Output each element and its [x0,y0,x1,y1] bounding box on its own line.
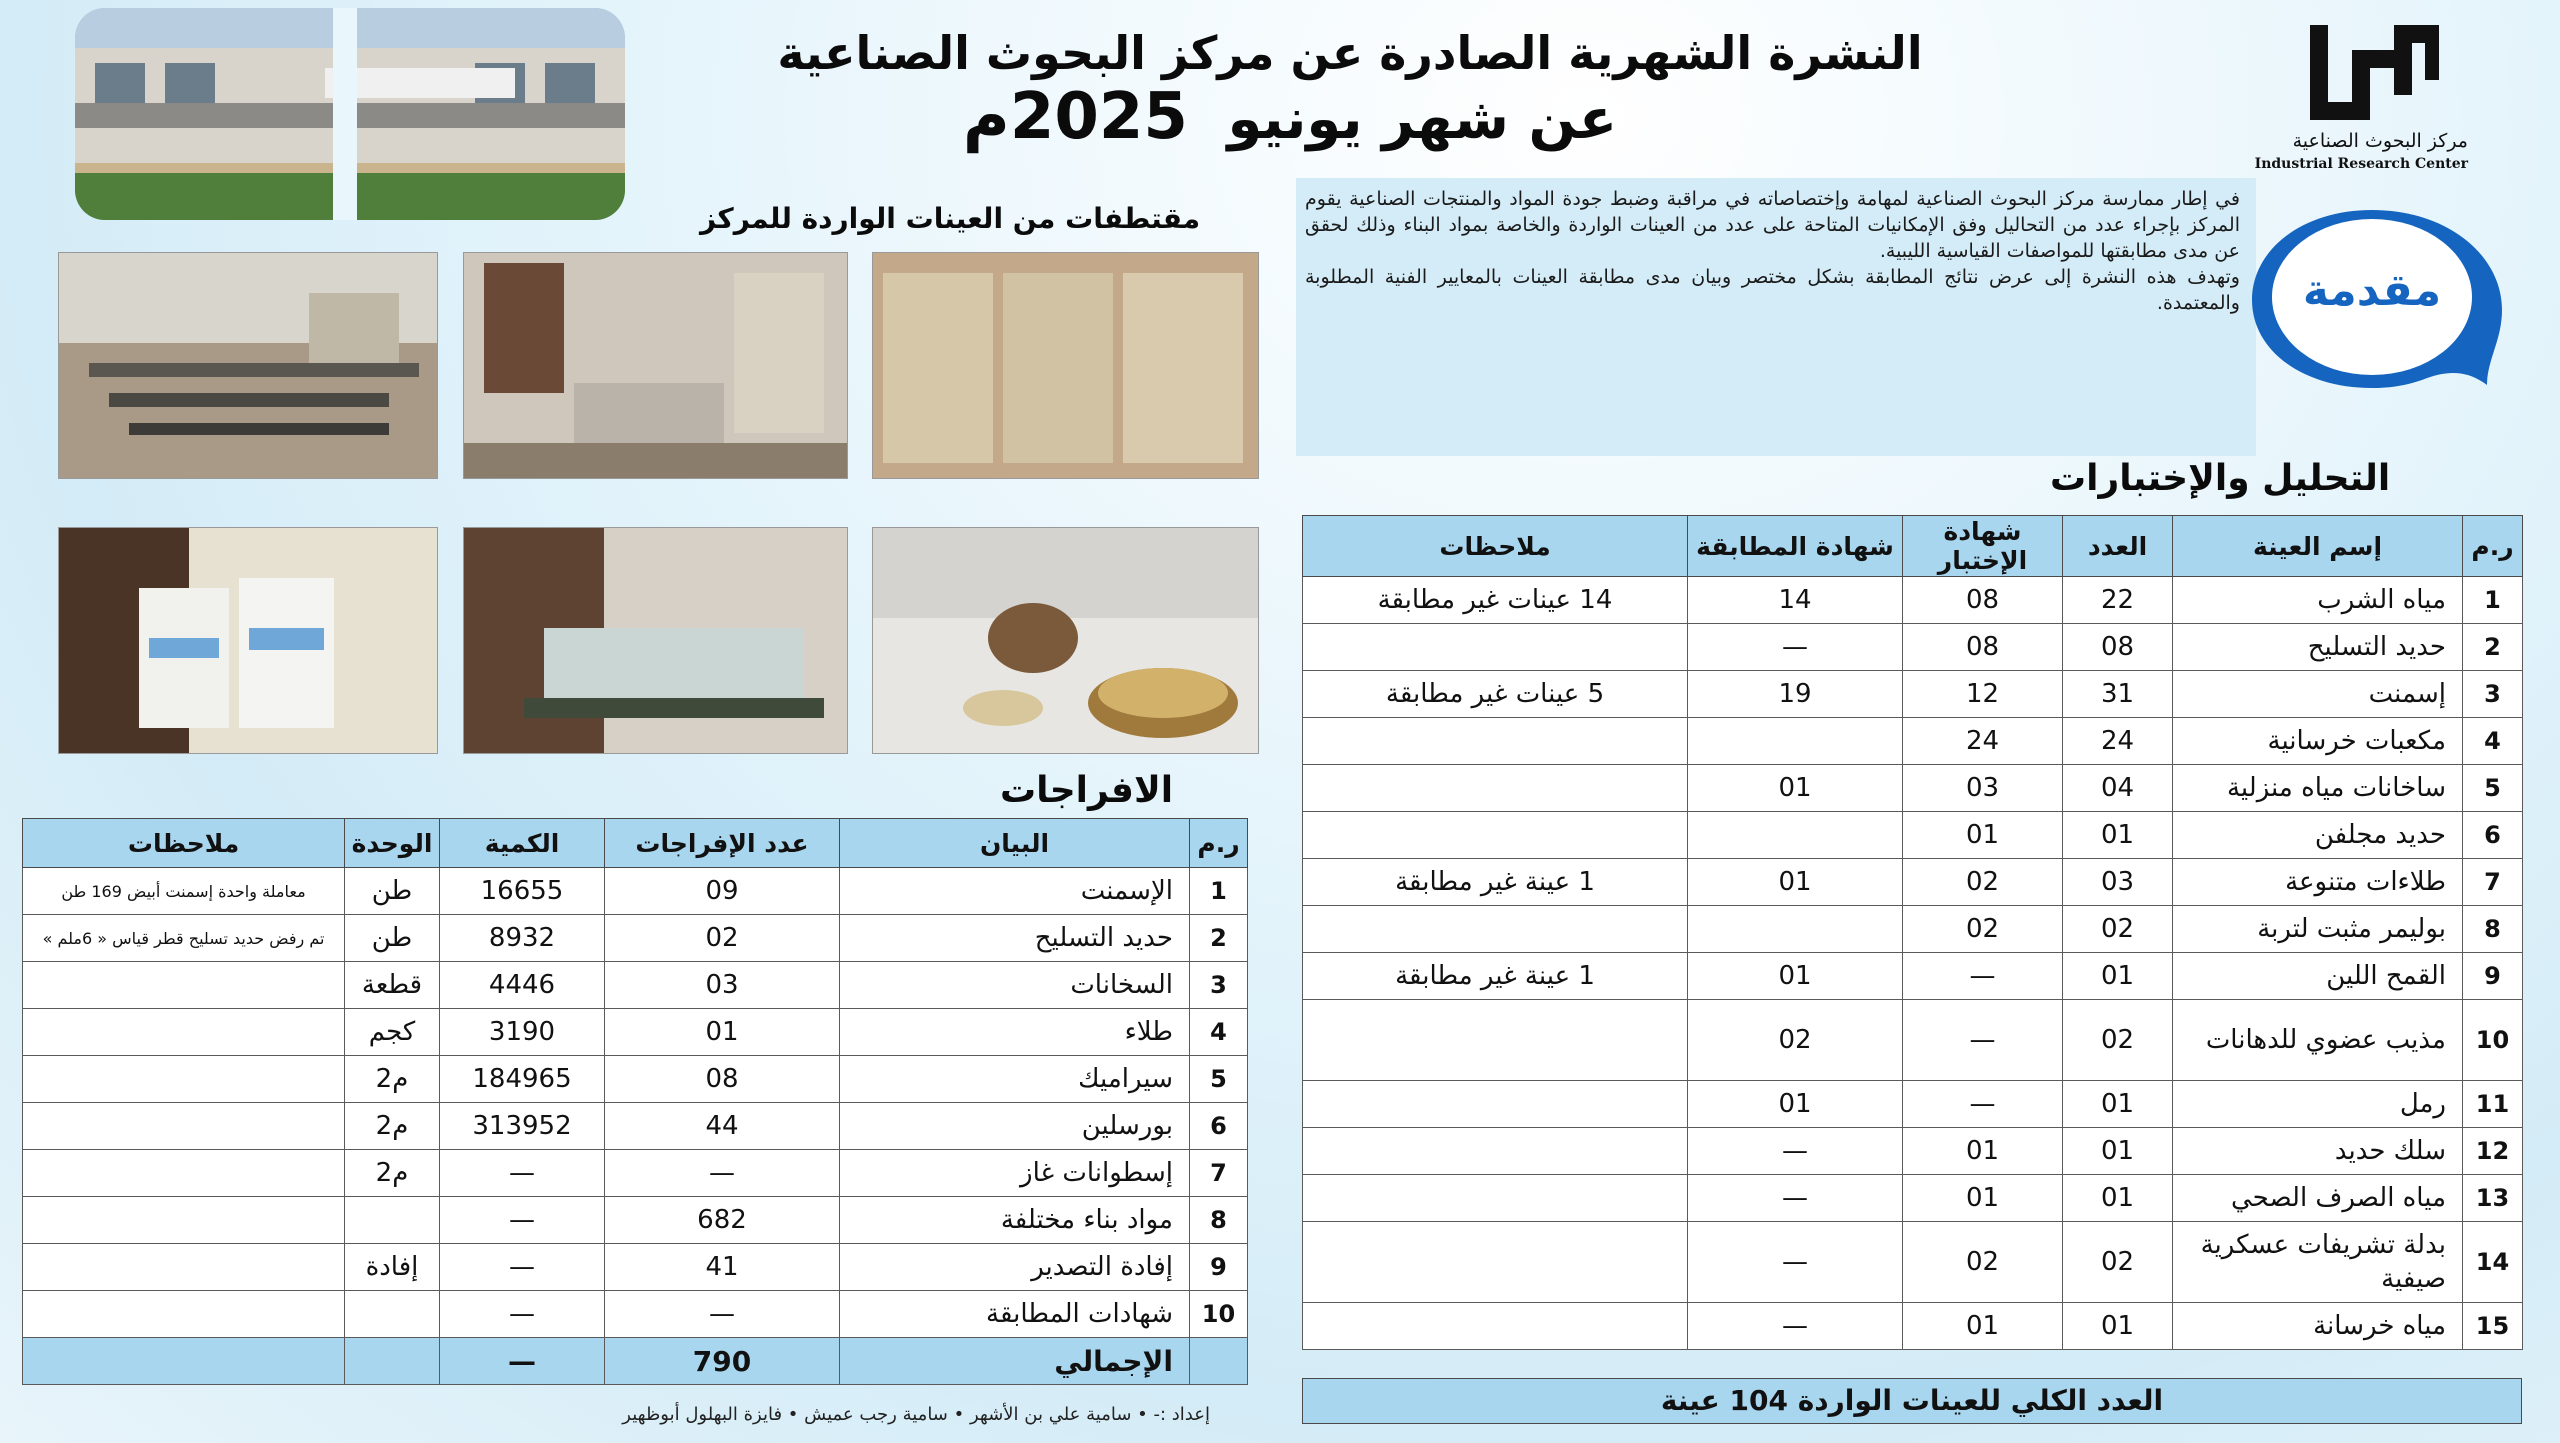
releases-cell-qty: 8932 [440,915,605,962]
tests-cell-count: 24 [2063,718,2173,765]
releases-col-count: عدد الإفراجات [605,819,840,868]
tests-cell-conf-cert: 01 [1688,953,1903,1000]
logo-english-name: Industrial Research Center [2254,156,2468,172]
releases-cell-count: 41 [605,1244,840,1291]
building-photo [75,8,625,220]
releases-cell-qty: — [440,1197,605,1244]
releases-cell-qty: 16655 [440,868,605,915]
tests-cell-notes [1303,812,1688,859]
tests-cell-notes [1303,1222,1688,1303]
releases-cell-count: 03 [605,962,840,1009]
tests-col-conf-cert: شهادة المطابقة [1688,516,1903,577]
tests-row [1303,906,2523,953]
tests-row [1303,1303,2523,1350]
releases-cell-no: 2 [1190,915,1248,962]
releases-col-qty: الكمية [440,819,605,868]
releases-cell-item: طلاء [840,1009,1190,1056]
sample-photo-cement-bags [58,527,438,754]
releases-cell-count: 01 [605,1009,840,1056]
tests-cell-test-cert: 03 [1903,765,2063,812]
releases-cell-count: 09 [605,868,840,915]
tests-cell-name: طلاءات متنوعة [2173,859,2463,906]
sample-photo-water-bottles [463,527,848,754]
tests-row [1303,812,2523,859]
tests-cell-test-cert: 01 [1903,1303,2063,1350]
sample-photo-blocks [463,252,848,479]
tests-row [1303,765,2523,812]
bulletin-month-prefix: عن شهر يونيو [1227,87,1618,152]
releases-row [23,1150,1248,1197]
releases-total-spacer [345,1338,440,1385]
releases-header-row [23,819,1248,868]
tests-col-no: ر.م [2463,516,2523,577]
releases-col-notes: ملاحظات [23,819,345,868]
releases-cell-count: 08 [605,1056,840,1103]
releases-cell-item: حديد التسليح [840,915,1190,962]
tests-cell-name: ساخانات مياه منزلية [2173,765,2463,812]
releases-cell-no: 10 [1190,1291,1248,1338]
credits: إعداد :- • سامية علي بن الأشهر • سامية رجب عميش • فايزة البهلول أبوظهير [622,1404,1210,1425]
releases-row [23,1103,1248,1150]
tests-cell-notes [1303,1128,1688,1175]
irc-logo [2250,20,2470,180]
tests-col-name: إسم العينة [2173,516,2463,577]
tests-cell-notes [1303,765,1688,812]
tests-cell-name: القمح اللين [2173,953,2463,1000]
tests-header-row [1303,516,2523,577]
tests-cell-count: 08 [2063,624,2173,671]
releases-cell-unit [345,1291,440,1338]
tests-cell-conf-cert: 14 [1688,577,1903,624]
releases-cell-no: 8 [1190,1197,1248,1244]
releases-cell-item: إسطوانات غاز [840,1150,1190,1197]
releases-cell-no: 3 [1190,962,1248,1009]
tests-cell-notes [1303,1175,1688,1222]
tests-cell-count: 02 [2063,1000,2173,1081]
samples-heading: مقتطفات من العينات الواردة للمركز [700,202,1201,235]
credit-name: سامية علي بن الأشهر [969,1404,1132,1425]
tests-cell-test-cert: 12 [1903,671,2063,718]
releases-row [23,1197,1248,1244]
releases-cell-no: 5 [1190,1056,1248,1103]
tests-cell-name: رمل [2173,1081,2463,1128]
tests-cell-no: 13 [2463,1175,2523,1222]
releases-cell-count: 682 [605,1197,840,1244]
tests-cell-conf-cert [1688,812,1903,859]
tests-row [1303,1081,2523,1128]
tests-cell-no: 1 [2463,577,2523,624]
releases-total-spacer [1190,1338,1248,1385]
tests-cell-name: بوليمر مثبت لتربة [2173,906,2463,953]
tests-row [1303,1175,2523,1222]
tests-row [1303,671,2523,718]
credit-name: فايزة البهلول أبوظهير [622,1404,783,1425]
tests-cell-test-cert: 01 [1903,812,2063,859]
tests-cell-conf-cert: 02 [1688,1000,1903,1081]
tests-cell-test-cert: — [1903,1000,2063,1081]
tests-cell-name: حديد التسليح [2173,624,2463,671]
tests-cell-no: 11 [2463,1081,2523,1128]
releases-cell-qty: 184965 [440,1056,605,1103]
releases-total-label: الإجمالي [840,1338,1190,1385]
releases-row [23,1244,1248,1291]
tests-heading: التحليل والإختبارات [2050,458,2391,499]
releases-row [23,915,1248,962]
intro-text-1: في إطار ممارسة مركز البحوث الصناعية لمهامة وإختصاصاته في مراقبة وضبط جودة المواد والمنتجات الصناعية يقوم المركز بإجراء عدد من التحاليل وفق الإمكانيات المتاحة على عدد من العينات الواردة والخاصة بمواد البناء وذلك لحقق عن مدى مطابقتها للمواصفات القياسية الليبية. [1305,188,2240,262]
tests-cell-conf-cert [1688,906,1903,953]
tests-cell-count: 02 [2063,1222,2173,1303]
releases-cell-qty: 313952 [440,1103,605,1150]
credits-prefix: إعداد :- [1153,1404,1210,1425]
releases-total-count: 790 [605,1338,840,1385]
releases-cell-unit: م2 [345,1103,440,1150]
tests-cell-conf-cert: — [1688,1175,1903,1222]
tests-row [1303,953,2523,1000]
releases-total-row [23,1338,1248,1385]
tests-cell-count: 22 [2063,577,2173,624]
releases-cell-notes [23,1150,345,1197]
releases-cell-notes: تم رفض حديد تسليح قطر قياس « 6ملم » [23,915,345,962]
releases-cell-count: — [605,1150,840,1197]
releases-cell-qty: 3190 [440,1009,605,1056]
tests-cell-count: 01 [2063,1175,2173,1222]
tests-cell-count: 31 [2063,671,2173,718]
releases-cell-no: 7 [1190,1150,1248,1197]
tests-col-test-cert: شهادة الإختبار [1903,516,2063,577]
releases-cell-notes [23,1103,345,1150]
tests-cell-no: 12 [2463,1128,2523,1175]
releases-heading: الافراجات [1000,770,1174,811]
releases-col-item: البيان [840,819,1190,868]
tests-cell-conf-cert: 01 [1688,859,1903,906]
tests-cell-test-cert: 08 [1903,577,2063,624]
intro-badge [2232,200,2512,400]
releases-cell-notes [23,1244,345,1291]
tests-cell-name: سلك حديد [2173,1128,2463,1175]
tests-cell-no: 14 [2463,1222,2523,1303]
releases-cell-notes: معاملة واحدة إسمنت أبيض 169 طن [23,868,345,915]
tests-cell-count: 03 [2063,859,2173,906]
tests-cell-name: إسمنت [2173,671,2463,718]
releases-cell-notes [23,1291,345,1338]
releases-cell-count: 02 [605,915,840,962]
releases-cell-qty: — [440,1150,605,1197]
releases-cell-unit: طن [345,915,440,962]
tests-cell-no: 15 [2463,1303,2523,1350]
bulletin-year: 2025م [962,80,1188,154]
releases-cell-qty: — [440,1291,605,1338]
releases-total-qty: — [440,1338,605,1385]
tests-cell-name: مياه الصرف الصحي [2173,1175,2463,1222]
intro-text-2: وتهدف هذه النشرة إلى عرض نتائج المطابقة بشكل مختصر وبيان مدى مطابقة العينات بالمعايير الفنية المطلوبة والمعتمدة. [1305,266,2240,314]
tests-row [1303,859,2523,906]
tests-cell-count: 04 [2063,765,2173,812]
tests-cell-no: 6 [2463,812,2523,859]
releases-table [22,818,1248,1385]
tests-cell-no: 3 [2463,671,2523,718]
releases-cell-item: السخانات [840,962,1190,1009]
releases-cell-item: إفادة التصدير [840,1244,1190,1291]
releases-cell-notes [23,1009,345,1056]
tests-row [1303,577,2523,624]
irc-logo-mark [2300,20,2450,130]
tests-table [1302,515,2523,1350]
tests-col-notes: ملاحظات [1303,516,1688,577]
tests-cell-count: 01 [2063,1128,2173,1175]
tests-cell-no: 5 [2463,765,2523,812]
tests-row [1303,718,2523,765]
tests-cell-no: 2 [2463,624,2523,671]
releases-row [23,1056,1248,1103]
tests-cell-name: مذيب عضوي للدهانات [2173,1000,2463,1081]
tests-cell-count: 01 [2063,1081,2173,1128]
tests-cell-test-cert: — [1903,1081,2063,1128]
releases-cell-unit: م2 [345,1150,440,1197]
tests-cell-no: 8 [2463,906,2523,953]
intro-paragraph [1305,186,2240,316]
intro-badge-label: مقدمة [2302,265,2442,316]
tests-cell-test-cert: 08 [1903,624,2063,671]
releases-cell-no: 4 [1190,1009,1248,1056]
releases-cell-notes [23,1197,345,1244]
tests-cell-test-cert: 02 [1903,859,2063,906]
releases-cell-unit: إفادة [345,1244,440,1291]
tests-cell-notes: 1 عينة غير مطابقة [1303,859,1688,906]
releases-row [23,868,1248,915]
releases-row [23,1291,1248,1338]
tests-cell-no: 4 [2463,718,2523,765]
tests-cell-notes [1303,1000,1688,1081]
tests-cell-test-cert: 24 [1903,718,2063,765]
releases-cell-item: الإسمنت [840,868,1190,915]
tests-cell-notes [1303,1081,1688,1128]
tests-cell-notes [1303,718,1688,765]
tests-cell-name: حديد مجلفن [2173,812,2463,859]
tests-cell-no: 9 [2463,953,2523,1000]
tests-cell-no: 7 [2463,859,2523,906]
tests-cell-conf-cert: 19 [1688,671,1903,718]
tests-cell-notes: 14 عينات غير مطابقة [1303,577,1688,624]
releases-row [23,1009,1248,1056]
tests-cell-notes [1303,1303,1688,1350]
tests-cell-test-cert: — [1903,953,2063,1000]
releases-col-unit: الوحدة [345,819,440,868]
tests-cell-notes: 5 عينات غير مطابقة [1303,671,1688,718]
releases-cell-notes [23,1056,345,1103]
tests-total: العدد الكلي للعينات الواردة 104 عينة [1302,1378,2522,1424]
tests-cell-count: 01 [2063,812,2173,859]
tests-cell-name: بدلة تشريفات عسكرية صيفية [2173,1222,2463,1303]
tests-cell-test-cert: 01 [1903,1128,2063,1175]
tests-cell-conf-cert: — [1688,1222,1903,1303]
tests-cell-conf-cert: 01 [1688,1081,1903,1128]
releases-cell-unit: طن [345,868,440,915]
releases-cell-unit: قطعة [345,962,440,1009]
tests-cell-test-cert: 01 [1903,1175,2063,1222]
tests-cell-name: مكعبات خرسانية [2173,718,2463,765]
releases-cell-count: 44 [605,1103,840,1150]
tests-cell-name: مياه الشرب [2173,577,2463,624]
releases-row [23,962,1248,1009]
tests-cell-name: مياه خرسانة [2173,1303,2463,1350]
tests-cell-count: 01 [2063,953,2173,1000]
releases-cell-notes [23,962,345,1009]
tests-cell-conf-cert: — [1688,624,1903,671]
tests-row [1303,624,2523,671]
tests-cell-no: 10 [2463,1000,2523,1081]
bulletin-title: النشرة الشهرية الصادرة عن مركز البحوث الصناعية [777,26,1923,80]
tests-row [1303,1128,2523,1175]
tests-row [1303,1000,2523,1081]
releases-cell-item: مواد بناء مختلفة [840,1197,1190,1244]
tests-cell-conf-cert: — [1688,1128,1903,1175]
releases-cell-item: شهادات المطابقة [840,1291,1190,1338]
bulletin-month [900,80,1680,154]
releases-cell-item: سيراميك [840,1056,1190,1103]
sample-photo-pipes [58,252,438,479]
tests-cell-conf-cert [1688,718,1903,765]
releases-cell-qty: 4446 [440,962,605,1009]
sample-photo-wheat [872,527,1259,754]
sample-photo-uniforms [872,252,1259,479]
logo-arabic-name: مركز البحوث الصناعية [2292,130,2468,152]
releases-cell-qty: — [440,1244,605,1291]
tests-cell-test-cert: 02 [1903,1222,2063,1303]
releases-cell-count: — [605,1291,840,1338]
releases-cell-unit: م2 [345,1056,440,1103]
tests-cell-count: 02 [2063,906,2173,953]
tests-row [1303,1222,2523,1303]
tests-cell-conf-cert: — [1688,1303,1903,1350]
releases-cell-no: 1 [1190,868,1248,915]
tests-cell-test-cert: 02 [1903,906,2063,953]
releases-col-no: ر.م [1190,819,1248,868]
tests-cell-count: 01 [2063,1303,2173,1350]
tests-cell-conf-cert: 01 [1688,765,1903,812]
tests-col-count: العدد [2063,516,2173,577]
releases-cell-no: 9 [1190,1244,1248,1291]
tests-cell-notes [1303,624,1688,671]
tests-cell-notes [1303,906,1688,953]
releases-cell-unit: كجم [345,1009,440,1056]
credit-name: سامية رجب عميش [804,1404,948,1425]
releases-cell-no: 6 [1190,1103,1248,1150]
releases-cell-item: بورسلين [840,1103,1190,1150]
tests-cell-notes: 1 عينة غير مطابقة [1303,953,1688,1000]
releases-cell-unit [345,1197,440,1244]
releases-total-spacer [23,1338,345,1385]
